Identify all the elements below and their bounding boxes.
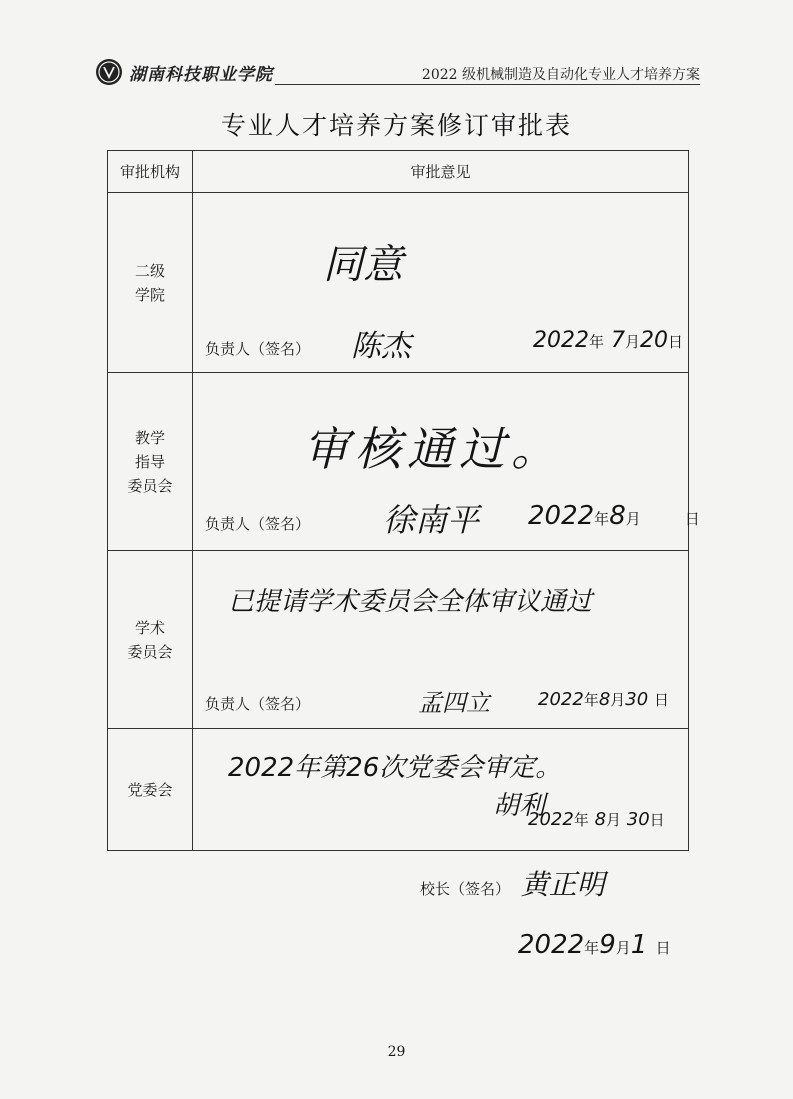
handwritten-signature: 陈杰: [351, 329, 411, 364]
date-year: 2022: [528, 501, 595, 531]
date-unit-day: 日: [655, 939, 671, 957]
date-unit-month: 月: [610, 691, 626, 709]
date-unit-month: 月: [615, 939, 631, 957]
col-header-org: 审批机构: [108, 151, 193, 193]
date-month: 7: [611, 328, 626, 353]
college-logo-icon: [95, 58, 123, 86]
date-unit-year: 年: [594, 510, 610, 528]
table-row: [108, 729, 689, 851]
date-month: 8: [594, 809, 607, 830]
approval-table: [107, 150, 700, 851]
date-year: 2022: [533, 328, 589, 353]
org-label: 二级 学院: [134, 261, 165, 304]
date-day: 1: [630, 930, 648, 960]
document-title: 专业人才培养方案修订审批表: [220, 111, 572, 140]
date-year: 2022: [518, 930, 585, 960]
opinion-cell: [193, 729, 689, 851]
date-month: 9: [599, 930, 616, 960]
page-header: [95, 58, 700, 88]
principal-date: [518, 930, 671, 960]
signature-label: 负责人（签名）: [205, 515, 311, 533]
date-year: 2022: [528, 809, 574, 830]
signature-label: 负责人（签名）: [205, 340, 311, 358]
opinion-cell: [193, 373, 700, 551]
handwritten-signature: 徐南平: [383, 501, 480, 539]
table-row: [108, 551, 689, 729]
handwritten-opinion: 审核通过。: [303, 422, 563, 476]
date-unit-year: 年: [583, 691, 599, 709]
principal-signature-block: [420, 863, 605, 903]
handwritten-opinion: 2022年第26次党委会审定。: [228, 753, 562, 783]
signature-label: 负责人（签名）: [205, 695, 311, 713]
date-unit-month: 月: [625, 333, 641, 351]
handwritten-date: [528, 809, 665, 830]
date-day: 30: [625, 689, 649, 710]
org-label: 教学 指导 委员会: [127, 428, 173, 495]
date-unit-day: 日: [668, 333, 684, 351]
principal-signature: 黄正明: [520, 868, 605, 901]
handwritten-signature: 孟四立: [418, 689, 490, 717]
date-unit-year: 年: [573, 811, 589, 829]
handwritten-date: [533, 328, 683, 353]
org-label: 学术 委员会: [127, 618, 173, 661]
table-row: [108, 193, 689, 373]
header-rule: [275, 84, 700, 85]
program-title: 2022 级机械制造及自动化专业人才培养方案: [421, 67, 700, 83]
date-unit-year: 年: [589, 333, 605, 351]
date-month: 8: [609, 501, 626, 531]
date-day: 20: [640, 328, 669, 353]
date-unit-day: 日: [653, 691, 669, 709]
org-label: 党委会: [127, 780, 173, 799]
college-name: 湖南科技职业学院: [129, 65, 273, 85]
date-year: 2022: [538, 689, 584, 710]
date-month: 8: [598, 689, 611, 710]
page-number: 29: [387, 1044, 406, 1060]
table-row: [108, 373, 689, 551]
opinion-cell: [193, 193, 689, 373]
handwritten-signature: 胡利: [493, 791, 546, 821]
handwritten-opinion: 同意: [323, 242, 403, 288]
date-unit-day: 日: [684, 510, 700, 528]
date-unit-year: 年: [584, 939, 600, 957]
date-unit-day: 日: [649, 811, 665, 829]
table-header-row: [108, 151, 689, 193]
handwritten-opinion: 已提请学术委员会全体审议通过: [228, 587, 593, 617]
handwritten-date: [538, 689, 669, 710]
handwritten-date: [528, 501, 700, 531]
col-header-opinion: 审批意见: [193, 151, 689, 193]
opinion-cell: [193, 551, 689, 729]
date-unit-month: 月: [606, 811, 622, 829]
date-unit-month: 月: [625, 510, 641, 528]
date-day: 30: [626, 809, 650, 830]
principal-label: 校长（签名）: [420, 880, 511, 898]
